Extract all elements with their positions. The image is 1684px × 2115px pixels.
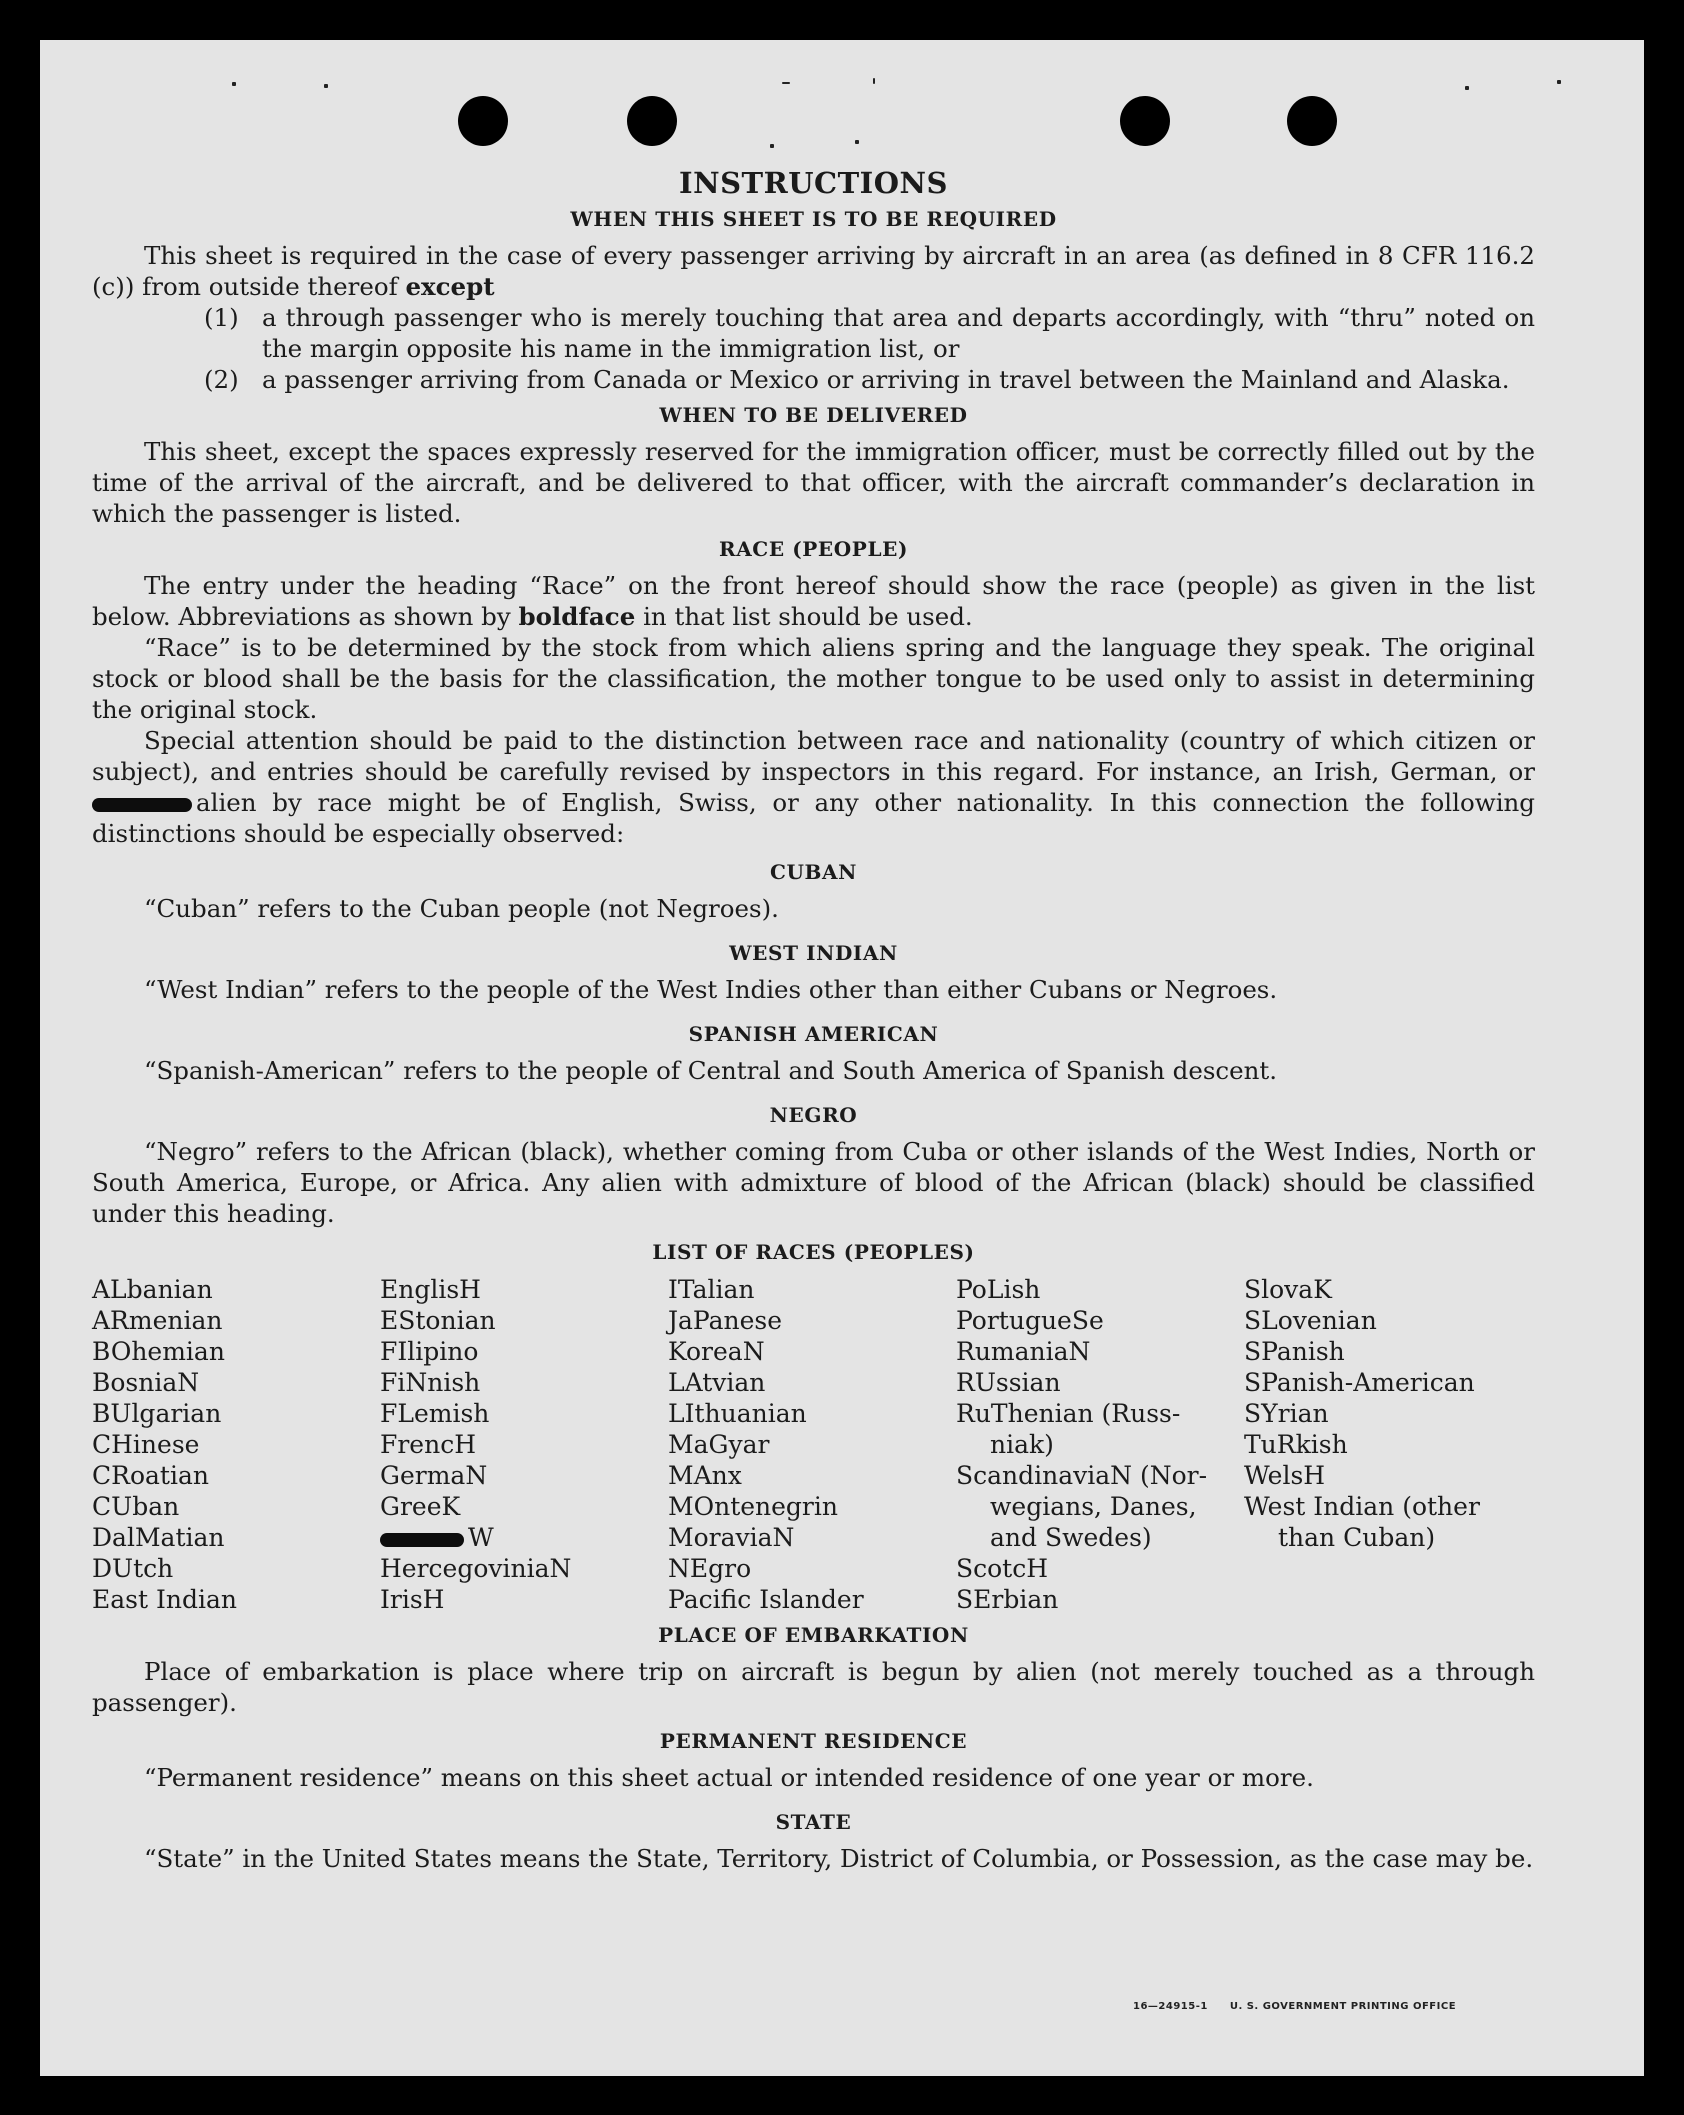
exception-item: (2) a passenger arriving from Canada or Mexico or arriving in travel between the Mainland and Alaska.	[204, 365, 1510, 394]
race-item: ScandinaviaN (Nor-	[956, 1461, 1208, 1490]
race-item: SPanish	[1244, 1337, 1345, 1366]
heading-cuban: CUBAN	[769, 860, 858, 884]
race-column	[668, 1274, 956, 1615]
race-item: FIlipino	[380, 1337, 479, 1366]
race-column	[92, 1274, 380, 1615]
race-item: MaGyar	[668, 1430, 770, 1459]
punch-hole	[458, 96, 508, 146]
race-item: LAtvian	[668, 1368, 766, 1397]
speck	[855, 140, 859, 144]
race-item: FrencH	[380, 1430, 476, 1459]
race-item: CRoatian	[92, 1461, 209, 1490]
race-item: GreeK	[380, 1492, 461, 1521]
heading-permanent-residence: PERMANENT RESIDENCE	[659, 1729, 968, 1753]
heading-list-of-races: LIST OF RACES (PEOPLES)	[652, 1240, 975, 1264]
heading-when-required: WHEN THIS SHEET IS TO BE REQUIRED	[570, 207, 1057, 231]
race-item: CHinese	[92, 1430, 200, 1459]
heading-spanish-american: SPANISH AMERICAN	[688, 1022, 939, 1046]
redaction-mark	[92, 798, 192, 812]
race-column	[956, 1274, 1244, 1615]
punch-hole	[1287, 96, 1337, 146]
race-item: NEgro	[668, 1554, 752, 1583]
paragraph-race-1: The entry under the heading “Race” on the front hereof should show the race (people) as given in the list below. Abbreviations as shown by boldface in that list should be used.	[92, 571, 1535, 631]
race-item: GermaN	[380, 1461, 488, 1490]
race-item: ITalian	[668, 1275, 755, 1304]
speck	[232, 82, 236, 86]
paragraph-spanish-american: “Spanish-American” refers to the people of Central and South America of Spanish descent.	[144, 1056, 1278, 1085]
race-item: East Indian	[92, 1585, 237, 1614]
printer-imprint	[1133, 2001, 1478, 2012]
page-title: INSTRUCTIONS	[679, 166, 948, 200]
race-item: MOntenegrin	[668, 1492, 838, 1521]
race-item: ARmenian	[92, 1306, 223, 1335]
paragraph-negro: “Negro” refers to the African (black), whether coming from Cuba or other islands of the West Indies, North or South America, Europe, or Africa. Any alien with admixture of blood of the African (black) should be classified under this heading.	[92, 1137, 1535, 1228]
paragraph-embarkation: Place of embarkation is place where trip on aircraft is begun by alien (not merely touched as a through passenger).	[92, 1657, 1535, 1717]
race-item: WelsH	[1244, 1461, 1326, 1490]
paragraph-cuban: “Cuban” refers to the Cuban people (not Negroes).	[144, 894, 779, 923]
speck	[1465, 86, 1469, 90]
document-sheet	[40, 40, 1644, 2076]
race-item: FiNnish	[380, 1368, 481, 1397]
race-item: CUban	[92, 1492, 180, 1521]
race-item: DUtch	[92, 1554, 174, 1583]
speck	[782, 82, 790, 84]
punch-hole	[627, 96, 677, 146]
race-item: HercegoviniaN	[380, 1554, 572, 1583]
heading-race: RACE (PEOPLE)	[718, 537, 909, 561]
race-item: ScotcH	[956, 1554, 1049, 1583]
race-item: SLovenian	[1244, 1306, 1377, 1335]
instructions-body	[92, 168, 1535, 1874]
race-item-redacted: W	[380, 1522, 668, 1553]
race-item: PortugueSe	[956, 1306, 1104, 1335]
speck	[1557, 80, 1561, 84]
race-item: SYrian	[1244, 1399, 1329, 1428]
printer-name: U. S. GOVERNMENT PRINTING OFFICE	[1229, 2001, 1457, 2012]
paragraph-when-required: This sheet is required in the case of every passenger arriving by aircraft in an area (as defined in 8 CFR 116.2 (c)) from outside thereof except	[92, 241, 1535, 301]
race-item: IrisH	[380, 1585, 445, 1614]
race-item: RuThenian (Russ-	[956, 1399, 1181, 1428]
race-item: SErbian	[956, 1585, 1059, 1614]
race-item-continuation: than Cuban)	[1278, 1523, 1436, 1552]
punch-hole	[1120, 96, 1170, 146]
paragraph-state: “State” in the United States means the State, Territory, District of Columbia, or Possession, as the case may be.	[144, 1844, 1534, 1873]
paragraph-race-3: Special attention should be paid to the distinction between race and nationality (country of which citizen or subject), and entries should be carefully revised by inspectors in this regard. For instance, an Irish, German, or alien by race might be of English, Swiss, or any other nationality. In this connection the following distinctions should be especially observed:	[92, 726, 1535, 848]
heading-when-delivered: WHEN TO BE DELIVERED	[659, 403, 968, 427]
exception-item: (1) a through passenger who is merely touching that area and departs accordingly, with “thru” noted on the margin opposite his name in the immigration list, or	[204, 303, 1535, 363]
speck	[324, 84, 328, 88]
speck	[873, 78, 875, 84]
race-item-continuation: wegians, Danes,	[990, 1492, 1197, 1521]
race-item: MoraviaN	[668, 1523, 795, 1552]
race-item: TuRkish	[1244, 1430, 1348, 1459]
race-item: KoreaN	[668, 1337, 765, 1366]
paragraph-west-indian: “West Indian” refers to the people of the West Indies other than either Cubans or Negroes.	[144, 975, 1278, 1004]
race-item: BosniaN	[92, 1368, 200, 1397]
race-column	[380, 1274, 668, 1615]
heading-west-indian: WEST INDIAN	[729, 941, 898, 965]
race-item: RUssian	[956, 1368, 1061, 1397]
form-code: 16—24915-1	[1133, 2001, 1208, 2012]
heading-embarkation: PLACE OF EMBARKATION	[658, 1623, 969, 1647]
redaction-mark	[380, 1533, 464, 1547]
race-item: ALbanian	[92, 1275, 213, 1304]
race-item: BUlgarian	[92, 1399, 222, 1428]
race-item: Pacific Islander	[668, 1585, 864, 1614]
race-item: JaPanese	[668, 1306, 783, 1335]
speck	[770, 144, 774, 148]
race-item: MAnx	[668, 1461, 742, 1490]
race-item: West Indian (other	[1244, 1492, 1480, 1521]
race-item: SPanish-American	[1244, 1368, 1475, 1397]
paragraph-permanent-residence: “Permanent residence” means on this sheet actual or intended residence of one year or more.	[144, 1763, 1314, 1792]
race-list	[92, 1274, 1535, 1615]
race-item: FLemish	[380, 1399, 490, 1428]
race-item: EnglisH	[380, 1275, 481, 1304]
race-item: PoLish	[956, 1275, 1041, 1304]
race-item: SlovaK	[1244, 1275, 1332, 1304]
paragraph-race-2: “Race” is to be determined by the stock from which aliens spring and the language they speak. The original stock or blood shall be the basis for the classification, the mother tongue to be used only to assist in determining the original stock.	[92, 633, 1535, 724]
race-column	[1244, 1274, 1532, 1615]
race-item: RumaniaN	[956, 1337, 1091, 1366]
paragraph-when-delivered: This sheet, except the spaces expressly reserved for the immigration officer, must be correctly filled out by the time of the arrival of the aircraft, and be delivered to that officer, with the aircraft commander’s declaration in which the passenger is listed.	[92, 437, 1535, 528]
race-item: EStonian	[380, 1306, 496, 1335]
race-item: DalMatian	[92, 1523, 225, 1552]
race-item: LIthuanian	[668, 1399, 807, 1428]
heading-negro: NEGRO	[769, 1103, 858, 1127]
race-item: BOhemian	[92, 1337, 225, 1366]
race-item-continuation: niak)	[990, 1430, 1054, 1459]
heading-state: STATE	[775, 1810, 852, 1834]
race-item-continuation: and Swedes)	[990, 1523, 1152, 1552]
